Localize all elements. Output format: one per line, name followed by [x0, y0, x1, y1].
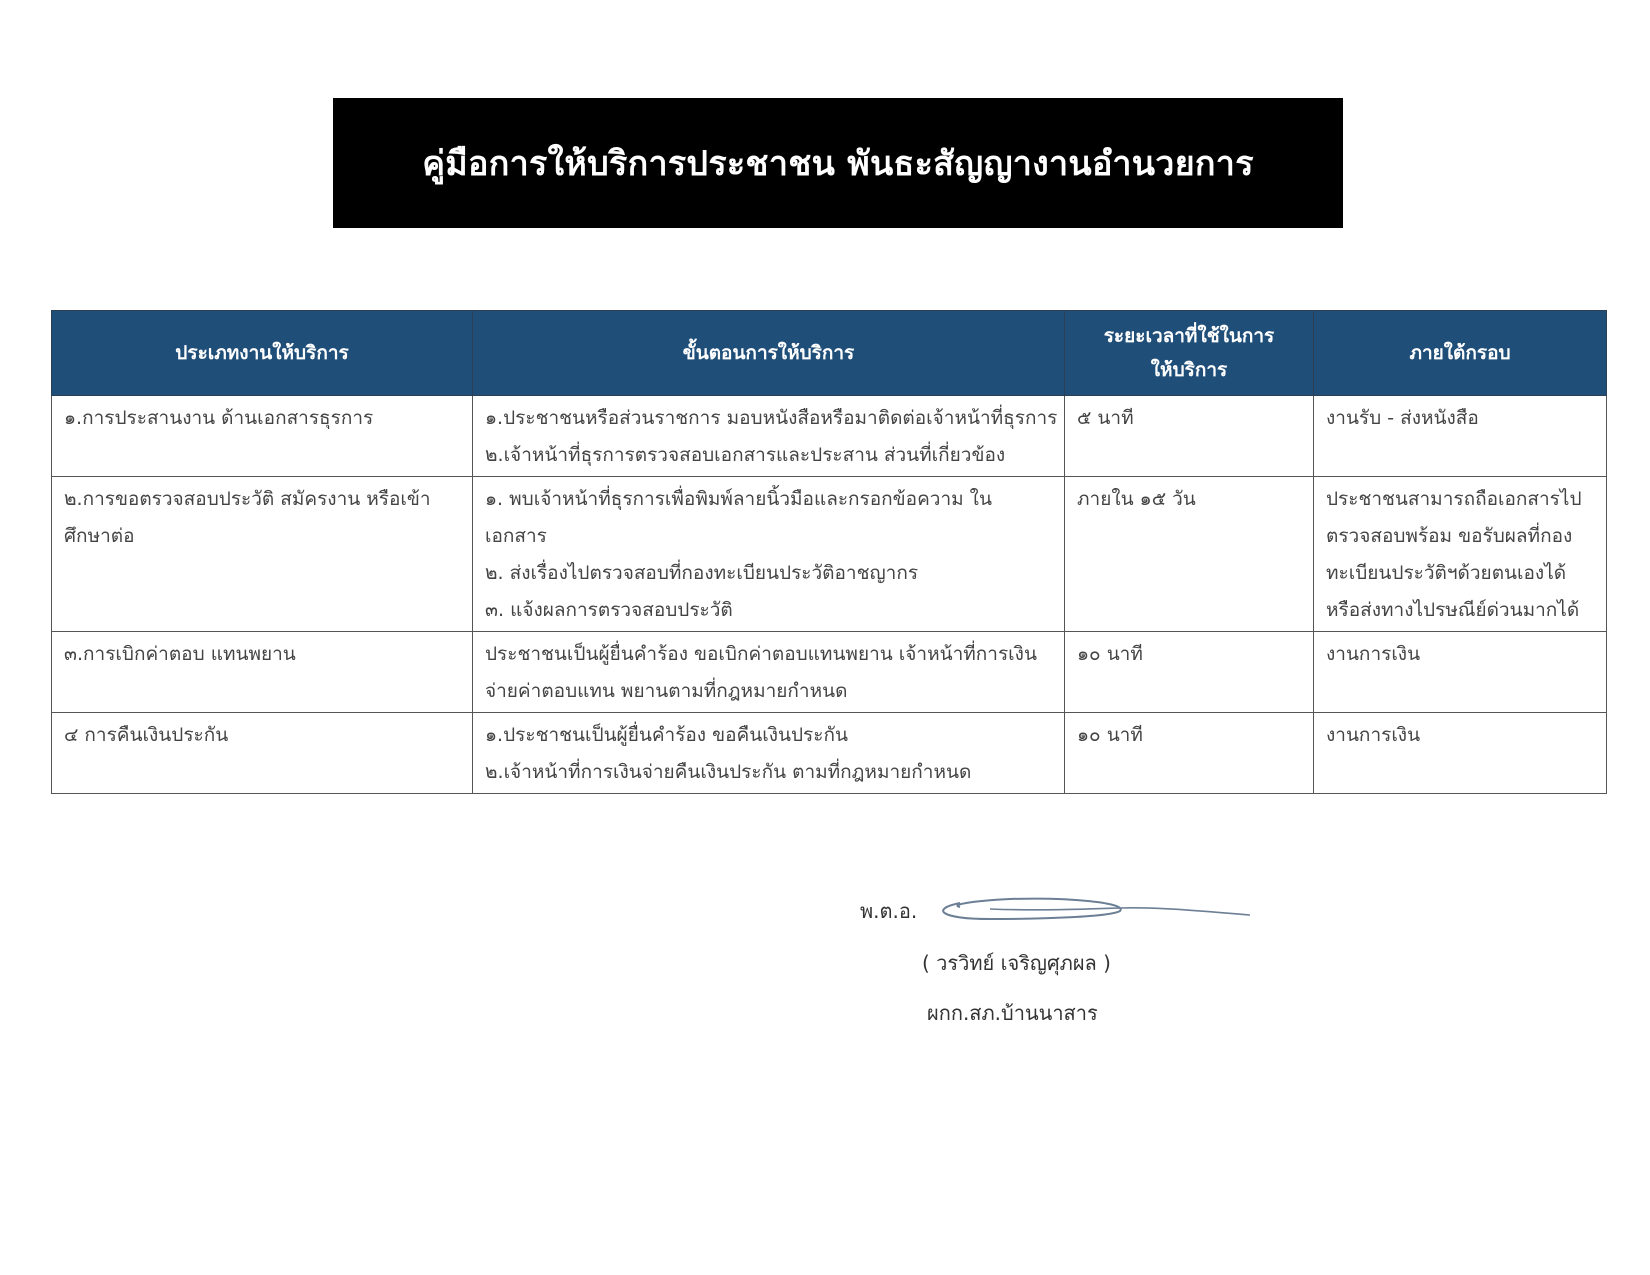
table-row: [52, 396, 1607, 477]
table-header-row: [52, 311, 1607, 396]
step-line: ๒.เจ้าหน้าที่การเงินจ่ายคืนเงินประกัน ตามที่กฎหมายกำหนด: [485, 761, 972, 783]
header-service-steps: ขั้นตอนการให้บริการ: [473, 311, 1065, 396]
cell-line: ๓.การเบิกค่าตอบ แทนพยาน: [64, 643, 296, 665]
cell-service-steps: [473, 396, 1065, 477]
cell-service-type: [52, 713, 473, 794]
header-framework: ภายใต้กรอบ: [1314, 311, 1607, 396]
step-line: ๒. ส่งเรื่องไปตรวจสอบที่กองทะเบียนประวัติอาชญากร: [485, 562, 919, 584]
cell-service-type: [52, 477, 473, 632]
cell-service-type: [52, 396, 473, 477]
service-table: [51, 310, 1607, 794]
step-line: ๑. พบเจ้าหน้าที่ธุรการเพื่อพิมพ์ลายนิ้วมือและกรอกข้อความ ใน: [485, 488, 992, 510]
cell-line: ๑๐ นาที: [1077, 724, 1143, 746]
cell-service-type: [52, 632, 473, 713]
signatory-position: ผกก.สภ.บ้านนาสาร: [927, 1001, 1098, 1025]
header-service-type: ประเภทงานให้บริการ: [52, 311, 473, 396]
signatory-name: ( วรวิทย์ เจริญศุภผล ): [922, 951, 1111, 975]
cell-line: ศึกษาต่อ: [64, 525, 135, 547]
step-line: ๑.ประชาชนหรือส่วนราชการ มอบหนังสือหรือมาติดต่อเจ้าหน้าที่ธุรการ: [485, 407, 1058, 429]
header-time-line: ระยะเวลาที่ใช้ในการ: [1103, 325, 1275, 347]
signature-rank: พ.ต.อ.: [860, 899, 918, 923]
header-service-time: [1065, 311, 1314, 396]
cell-line: ๔ การคืนเงินประกัน: [64, 724, 229, 746]
cell-framework: [1314, 632, 1607, 713]
cell-line: ๑.การประสานงาน ด้านเอกสารธุรการ: [64, 407, 374, 429]
cell-service-time: [1065, 632, 1314, 713]
step-line: ๒.เจ้าหน้าที่ธุรการตรวจสอบเอกสารและประสาน ส่วนที่เกี่ยวข้อง: [485, 444, 1006, 466]
document-title: คู่มือการให้บริการประชาชน พันธะสัญญางานอำนวยการ: [422, 144, 1254, 184]
cell-line: ๕ นาที: [1077, 407, 1134, 429]
document-title-banner: [333, 98, 1343, 228]
cell-line: ๒.การขอตรวจสอบประวัติ สมัครงาน หรือเข้า: [64, 488, 431, 510]
cell-line: งานรับ - ส่งหนังสือ: [1326, 407, 1479, 429]
cell-line: งานการเงิน: [1326, 724, 1421, 746]
cell-service-steps: [473, 477, 1065, 632]
handwritten-signature: [920, 889, 1260, 929]
cell-line: งานการเงิน: [1326, 643, 1421, 665]
cell-line: ๑๐ นาที: [1077, 643, 1143, 665]
cell-service-time: [1065, 396, 1314, 477]
step-line: ๓. แจ้งผลการตรวจสอบประวัติ: [485, 599, 733, 621]
step-line: จ่ายค่าตอบแทน พยานตามที่กฎหมายกำหนด: [485, 680, 848, 702]
cell-service-time: [1065, 477, 1314, 632]
cell-line: หรือส่งทางไปรษณีย์ด่วนมากได้: [1326, 599, 1580, 621]
signature-row: [860, 895, 917, 927]
cell-line: ประชาชนสามารถถือเอกสารไป: [1326, 488, 1582, 510]
cell-line: ทะเบียนประวัติฯด้วยตนเองได้: [1326, 562, 1567, 584]
table-row: [52, 632, 1607, 713]
step-line: ๑.ประชาชนเป็นผู้ยื่นคำร้อง ขอคืนเงินประกัน: [485, 724, 848, 746]
cell-service-steps: [473, 713, 1065, 794]
cell-service-steps: [473, 632, 1065, 713]
table-row: [52, 477, 1607, 632]
cell-framework: [1314, 713, 1607, 794]
cell-framework: [1314, 477, 1607, 632]
cell-line: ภายใน ๑๕ วัน: [1077, 488, 1196, 510]
table-row: [52, 713, 1607, 794]
cell-line: ตรวจสอบพร้อม ขอรับผลที่กอง: [1326, 525, 1573, 547]
cell-service-time: [1065, 713, 1314, 794]
step-line: ประชาชนเป็นผู้ยื่นคำร้อง ขอเบิกค่าตอบแทนพยาน เจ้าหน้าที่การเงิน: [485, 643, 1037, 665]
header-time-line: ให้บริการ: [1150, 359, 1228, 381]
cell-framework: [1314, 396, 1607, 477]
step-line: เอกสาร: [485, 525, 547, 547]
